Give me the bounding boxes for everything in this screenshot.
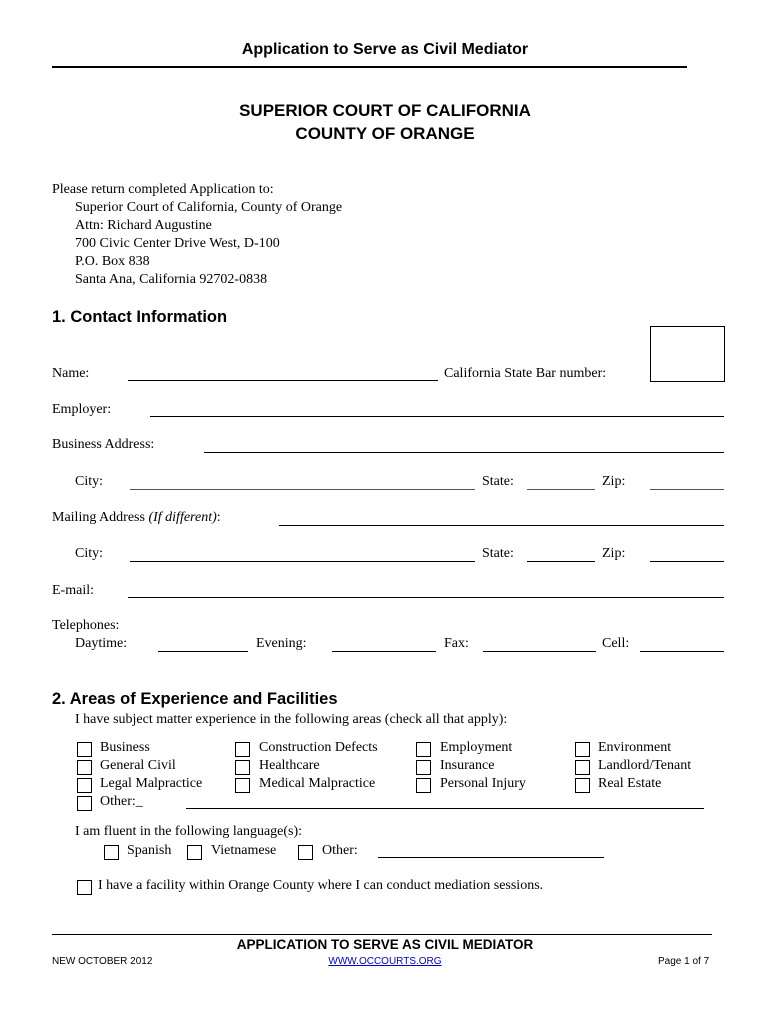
other-area-field[interactable] (186, 808, 704, 809)
return-intro: Please return completed Application to: (52, 182, 274, 197)
bar-number-label: California State Bar number: (444, 366, 607, 381)
evening-label: Evening: (256, 636, 307, 651)
employer-field[interactable] (150, 416, 724, 417)
return-line: Santa Ana, California 92702-0838 (75, 272, 268, 287)
checkbox-facility[interactable] (77, 880, 92, 895)
language-spanish-label: Spanish (127, 843, 172, 858)
mailing-address-note: (If different) (148, 510, 217, 525)
mailing-zip-label: Zip: (602, 546, 626, 561)
mailing-address-label (52, 510, 221, 526)
state-label: State: (482, 474, 514, 489)
photo-box (650, 326, 725, 382)
experience-intro: I have subject matter experience in the following areas (check all that apply): (75, 712, 508, 727)
mailing-address-colon: : (216, 510, 221, 525)
area-real-estate-label: Real Estate (598, 776, 662, 791)
footer-date: NEW OCTOBER 2012 (52, 956, 153, 967)
checkbox-landlord-tenant[interactable] (575, 760, 590, 775)
area-construction-defects-label: Construction Defects (259, 740, 378, 755)
fax-label: Fax: (444, 636, 469, 651)
zip-label: Zip: (602, 474, 626, 489)
return-line: 700 Civic Center Drive West, D-100 (75, 236, 280, 251)
fax-field[interactable] (483, 651, 596, 652)
checkbox-general-civil[interactable] (77, 760, 92, 775)
return-line: Attn: Richard Augustine (75, 218, 212, 233)
section-contact-heading: 1. Contact Information (52, 308, 228, 326)
checkbox-business[interactable] (77, 742, 92, 757)
area-insurance-label: Insurance (440, 758, 495, 773)
language-other-label: Other: (322, 843, 358, 858)
zip-field[interactable] (650, 489, 724, 490)
daytime-phone-field[interactable] (158, 651, 248, 652)
checkbox-legal-malpractice[interactable] (77, 778, 92, 793)
name-label: Name: (52, 366, 90, 381)
mailing-state-label: State: (482, 546, 514, 561)
checkbox-personal-injury[interactable] (416, 778, 431, 793)
footer-url-link[interactable]: WWW.OCCOURTS.ORG (328, 956, 442, 967)
return-line: P.O. Box 838 (75, 254, 150, 269)
checkbox-vietnamese[interactable] (187, 845, 202, 860)
area-employment-label: Employment (440, 740, 513, 755)
area-medical-malpractice-label: Medical Malpractice (259, 776, 376, 791)
footer-title: APPLICATION TO SERVE AS CIVIL MEDIATOR (236, 937, 534, 952)
checkbox-other-area[interactable] (77, 796, 92, 811)
languages-intro: I am fluent in the following language(s): (75, 824, 303, 839)
email-label: E-mail: (52, 583, 94, 598)
name-field[interactable] (128, 380, 438, 381)
checkbox-real-estate[interactable] (575, 778, 590, 793)
mailing-city-field[interactable] (130, 561, 475, 562)
checkbox-employment[interactable] (416, 742, 431, 757)
area-other-label: Other:_ (100, 794, 143, 809)
checkbox-spanish[interactable] (104, 845, 119, 860)
facility-label: I have a facility within Orange County where I can conduct mediation sessions. (98, 878, 544, 893)
city-field[interactable] (130, 489, 475, 490)
mailing-address-text: Mailing Address (52, 510, 145, 525)
area-general-civil-label: General Civil (100, 758, 176, 773)
city-label: City: (75, 474, 104, 489)
cell-label: Cell: (602, 636, 630, 651)
checkbox-construction-defects[interactable] (235, 742, 250, 757)
court-name: SUPERIOR COURT OF CALIFORNIA (239, 101, 531, 120)
other-language-field[interactable] (378, 857, 604, 858)
area-landlord-tenant-label: Landlord/Tenant (598, 758, 692, 773)
business-address-label: Business Address: (52, 437, 155, 452)
checkbox-healthcare[interactable] (235, 760, 250, 775)
section-experience-heading: 2. Areas of Experience and Facilities (52, 690, 338, 708)
area-business-label: Business (100, 740, 150, 755)
return-line: Superior Court of California, County of Orange (75, 200, 343, 215)
court-county: COUNTY OF ORANGE (295, 124, 475, 143)
mailing-zip-field[interactable] (650, 561, 724, 562)
mailing-city-label: City: (75, 546, 104, 561)
state-field[interactable] (527, 489, 595, 490)
employer-label: Employer: (52, 402, 112, 417)
mailing-state-field[interactable] (527, 561, 595, 562)
checkbox-environment[interactable] (575, 742, 590, 757)
checkbox-other-language[interactable] (298, 845, 313, 860)
area-healthcare-label: Healthcare (259, 758, 320, 773)
telephones-label: Telephones: (52, 618, 120, 633)
daytime-label: Daytime: (75, 636, 128, 651)
area-environment-label: Environment (598, 740, 672, 755)
checkbox-insurance[interactable] (416, 760, 431, 775)
area-legal-malpractice-label: Legal Malpractice (100, 776, 203, 791)
business-address-field[interactable] (204, 452, 724, 453)
area-personal-injury-label: Personal Injury (440, 776, 526, 791)
checkbox-medical-malpractice[interactable] (235, 778, 250, 793)
email-field[interactable] (128, 597, 724, 598)
header-rule (52, 66, 687, 68)
form-header-title: Application to Serve as Civil Mediator (241, 41, 529, 58)
cell-phone-field[interactable] (640, 651, 724, 652)
footer-rule (52, 934, 712, 935)
evening-phone-field[interactable] (332, 651, 436, 652)
mailing-address-field[interactable] (279, 525, 724, 526)
footer-page-number: Page 1 of 7 (658, 956, 710, 967)
language-vietnamese-label: Vietnamese (211, 843, 277, 858)
